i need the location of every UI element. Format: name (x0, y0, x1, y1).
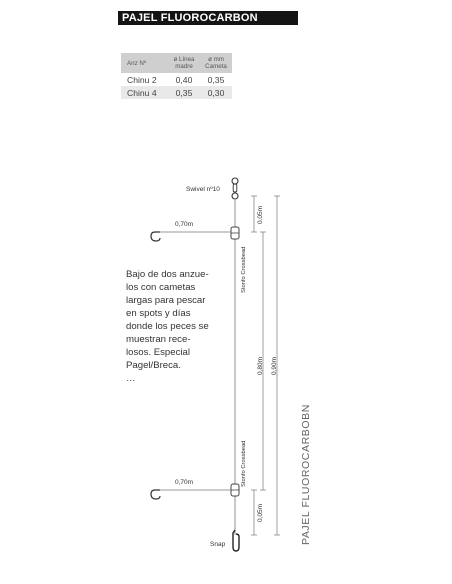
description-line: muestran rece- (126, 334, 191, 345)
bottom-gap-label: 0,05m (257, 503, 264, 522)
description-line: en spots y días (126, 308, 191, 319)
top-connector-label: Stonfo Crossbead (241, 246, 247, 293)
description-line: Bajo de dos anzue- (126, 269, 209, 280)
swivel-icon (232, 178, 238, 199)
table-cell: 0,40 (168, 73, 200, 86)
header-hook: Anz Nº (121, 53, 168, 73)
total-length-label: 0,90m (271, 356, 278, 375)
snap-label: Snap (210, 541, 226, 548)
page-title: PAJEL FLUOROCARBON (118, 11, 298, 25)
swivel-label: Swivel nº10 (186, 186, 220, 193)
table-cell: 0,30 (200, 86, 232, 99)
table-cell: 0,35 (168, 86, 200, 99)
description-line: Pagel/Breca. (126, 360, 181, 371)
description-line: … (126, 373, 136, 384)
side-title: PAJEL FLUOROCARBOBN (300, 404, 312, 545)
header-snood: ø mm Cameta (200, 53, 232, 73)
crossbead-icon (231, 227, 239, 239)
crossbead-icon (231, 484, 239, 496)
table-cell: Chinu 4 (121, 86, 168, 99)
top-branch-length: 0,70m (175, 221, 194, 228)
header-main-line: ø Línea madre (168, 53, 200, 73)
description-line: losos. Especial (126, 347, 190, 358)
description-line: largas para pescar (126, 295, 206, 306)
bottom-branch-length: 0,70m (175, 479, 194, 486)
bottom-connector-label: Stonfo Crossbead (241, 440, 247, 487)
table-cell: 0,35 (200, 73, 232, 86)
top-hook-icon (151, 232, 160, 241)
bottom-hook-icon (151, 490, 160, 499)
table-cell: Chinu 2 (121, 73, 168, 86)
top-gap-label: 0,05m (257, 205, 264, 224)
snap-icon (233, 530, 239, 551)
description-line: donde los peces se (126, 321, 209, 332)
middle-gap-label: 0,80m (257, 356, 264, 375)
description-line: los con cametas (126, 282, 196, 293)
